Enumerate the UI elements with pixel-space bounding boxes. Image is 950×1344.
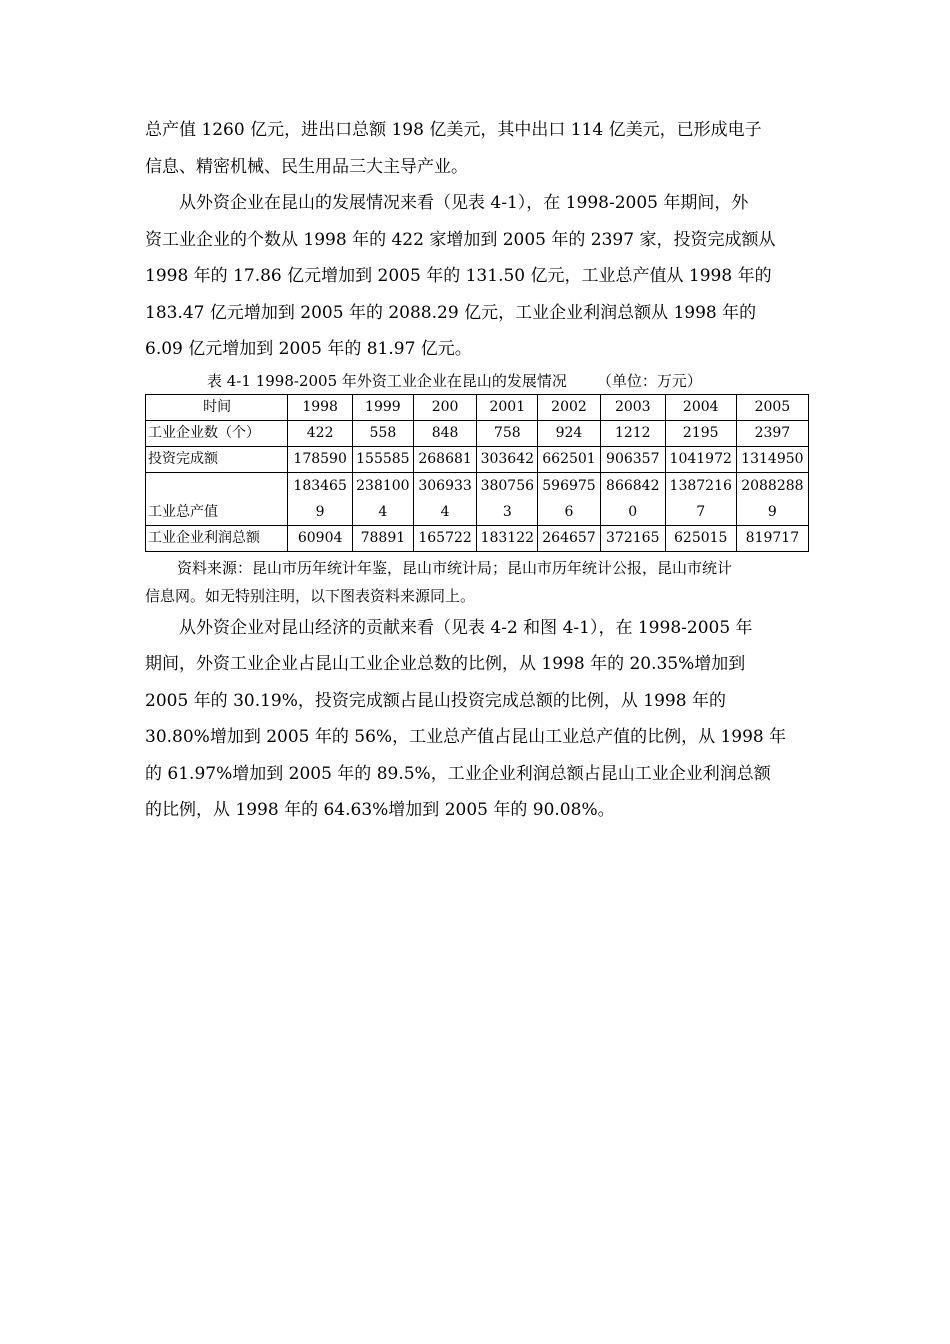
table-cell: 662501 xyxy=(538,446,601,472)
paragraph-line: 183.47 亿元增加到 2005 年的 2088.29 亿元，工业企业利润总额从 1998 年的 xyxy=(145,302,757,323)
cell-line: 4 xyxy=(378,503,388,520)
paragraph-line: 从外资企业在昆山的发展情况来看（见表 4-1），在 1998-2005 年期间，外 xyxy=(179,193,749,213)
table-cell: 268681 xyxy=(413,446,477,472)
table-header-cell: 2005 xyxy=(736,394,808,420)
table-cell: 848 xyxy=(413,420,477,446)
table-header-cell: 1998 xyxy=(288,394,353,420)
document-page xyxy=(145,112,810,829)
table-cell: 1212 xyxy=(600,420,665,446)
cell-line: 4 xyxy=(440,503,450,520)
table-cell xyxy=(665,472,736,525)
table-cell xyxy=(288,472,353,525)
table-cell: 1314950 xyxy=(736,446,808,472)
table-cell xyxy=(413,472,477,525)
cell-line: 306933 xyxy=(418,477,472,494)
table-cell: 758 xyxy=(477,420,538,446)
table-header-row xyxy=(146,394,809,420)
table-cell xyxy=(353,472,414,525)
cell-line: 238100 xyxy=(356,477,410,494)
paragraph-line: 资工业企业的个数从 1998 年的 422 家增加到 2005 年的 2397 家，投资完成额从 xyxy=(145,229,776,250)
table-caption xyxy=(145,370,810,392)
cell-line: 6 xyxy=(564,503,574,520)
table-cell xyxy=(736,472,808,525)
paragraph-3 xyxy=(145,610,810,829)
data-table xyxy=(145,394,809,552)
paragraph-2 xyxy=(145,185,810,368)
paragraph-line: 2005 年的 30.19%，投资完成额占昆山投资完成总额的比例，从 1998 年的 xyxy=(145,690,726,711)
table-cell xyxy=(538,472,601,525)
table-cell: 178590 xyxy=(288,446,353,472)
table-cell xyxy=(477,472,538,525)
table-cell: 1041972 xyxy=(665,446,736,472)
cell-line: 9 xyxy=(767,503,777,520)
cell-line: 3 xyxy=(502,503,512,520)
table-header-cell: 时间 xyxy=(146,394,288,420)
cell-line: 2088288 xyxy=(741,477,804,494)
cell-line: 596975 xyxy=(542,477,596,494)
table-header-cell: 2003 xyxy=(600,394,665,420)
paragraph-line: 的 61.97%增加到 2005 年的 89.5%，工业企业利润总额占昆山工业企业利润总额 xyxy=(145,763,771,784)
row-label: 工业总产值 xyxy=(146,472,288,525)
paragraph-line: 信息、精密机械、民生用品三大主导产业。 xyxy=(145,156,468,177)
table-cell: 183122 xyxy=(477,525,538,551)
table-cell: 60904 xyxy=(288,525,353,551)
table-header-cell: 1999 xyxy=(353,394,414,420)
table-cell: 2195 xyxy=(665,420,736,446)
table-row xyxy=(146,525,809,551)
paragraph-line: 30.80%增加到 2005 年的 56%，工业总产值占昆山工业总产值的比例，从 1998 年 xyxy=(145,727,787,747)
cell-line: 0 xyxy=(628,503,638,520)
source-line: 信息网。如无特别注明，以下图表资料来源同上。 xyxy=(145,586,476,605)
table-cell: 303642 xyxy=(477,446,538,472)
table-cell: 819717 xyxy=(736,525,808,551)
row-label: 投资完成额 xyxy=(146,446,288,472)
table-header-cell: 200 xyxy=(413,394,477,420)
table-cell: 422 xyxy=(288,420,353,446)
paragraph-line: 期间，外资工业企业占昆山工业企业总数的比例，从 1998 年的 20.35%增加到 xyxy=(145,654,746,674)
table-cell: 165722 xyxy=(413,525,477,551)
row-label: 工业企业数（个） xyxy=(146,420,288,446)
row-label: 工业企业利润总额 xyxy=(146,525,288,551)
table-caption-unit: （单位：万元） xyxy=(596,371,702,390)
table-cell: 264657 xyxy=(538,525,601,551)
table-cell xyxy=(600,472,665,525)
paragraph-1 xyxy=(145,112,810,185)
source-note xyxy=(145,554,810,610)
table-cell: 78891 xyxy=(353,525,414,551)
table-cell: 625015 xyxy=(665,525,736,551)
paragraph-line: 1998 年的 17.86 亿元增加到 2005 年的 131.50 亿元，工业总产值从 1998 年的 xyxy=(145,266,772,286)
paragraph-line: 从外资企业对昆山经济的贡献来看（见表 4-2 和图 4-1），在 1998-2005 年 xyxy=(179,617,753,638)
table-header-cell: 2004 xyxy=(665,394,736,420)
table-header-cell: 2001 xyxy=(477,394,538,420)
cell-line: 380756 xyxy=(480,477,535,494)
table-row xyxy=(146,420,809,446)
cell-line: 1387216 xyxy=(669,477,732,494)
table-cell: 372165 xyxy=(600,525,665,551)
table-cell: 155585 xyxy=(353,446,414,472)
paragraph-line: 的比例，从 1998 年的 64.63%增加到 2005 年的 90.08%。 xyxy=(145,800,615,820)
table-header-cell: 2002 xyxy=(538,394,601,420)
cell-line: 9 xyxy=(315,503,325,520)
cell-line: 7 xyxy=(696,503,706,520)
paragraph-line: 6.09 亿元增加到 2005 年的 81.97 亿元。 xyxy=(145,339,472,359)
source-line: 资料来源：昆山市历年统计年鉴，昆山市统计局；昆山市历年统计公报，昆山市统计 xyxy=(177,558,733,577)
table-row xyxy=(146,472,809,525)
table-cell: 906357 xyxy=(600,446,665,472)
table-cell: 558 xyxy=(353,420,414,446)
table-cell: 924 xyxy=(538,420,601,446)
cell-line: 866842 xyxy=(606,477,660,494)
table-row xyxy=(146,446,809,472)
paragraph-line: 总产值 1260 亿元，进出口总额 198 亿美元，其中出口 114 亿美元，已形成电子 xyxy=(145,120,762,140)
cell-line: 183465 xyxy=(293,477,347,494)
table-cell: 2397 xyxy=(736,420,808,446)
table-caption-title: 表 4-1 1998-2005 年外资工业企业在昆山的发展情况 xyxy=(207,371,567,390)
